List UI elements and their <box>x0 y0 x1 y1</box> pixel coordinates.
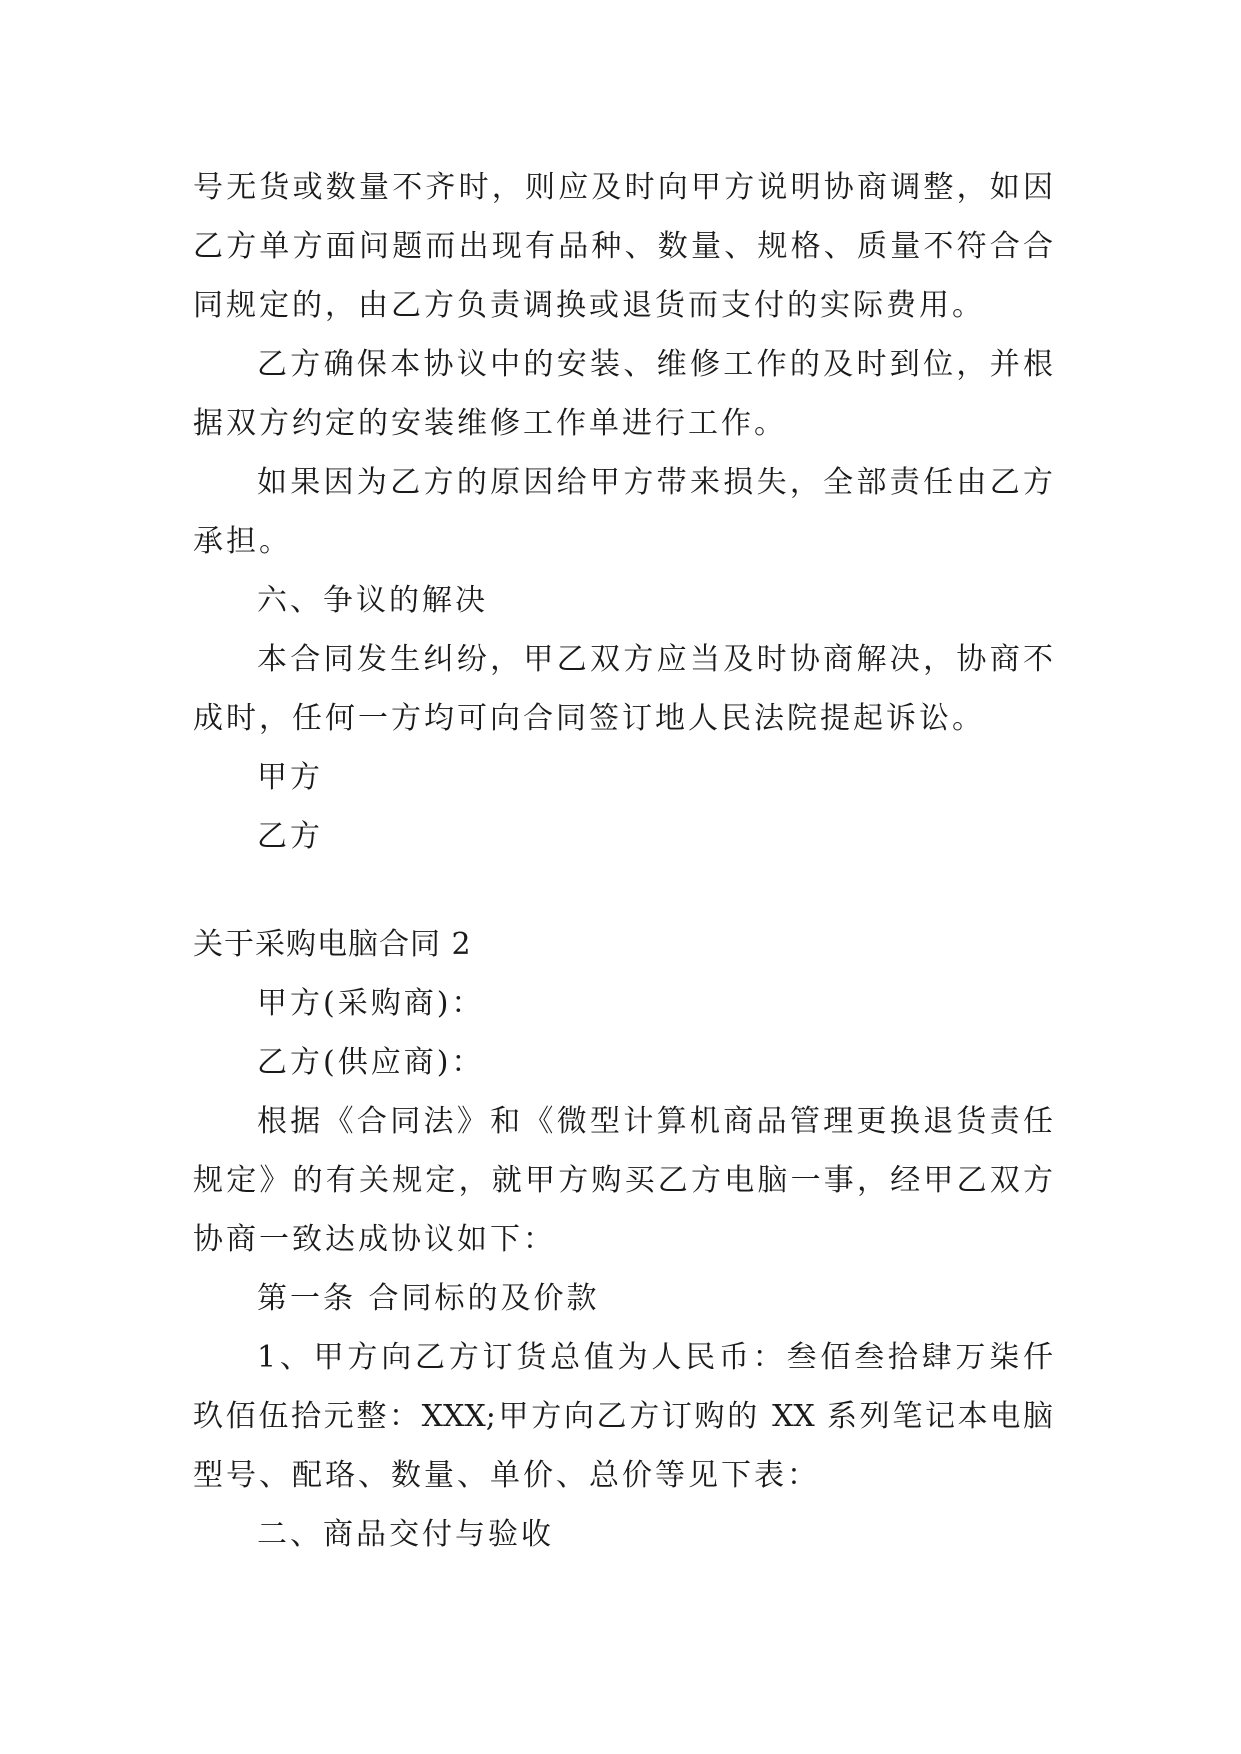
text-line: 同规定的，由乙方负责调换或退货而支付的实际费用。 <box>193 288 985 323</box>
party-b-label: 乙方 <box>257 819 323 854</box>
text-line: 据双方约定的安装维修工作单进行工作。 <box>193 406 787 441</box>
party-a-label: 甲方 <box>257 760 323 795</box>
contract-title: 关于采购电脑合同 2 <box>193 927 472 962</box>
text-line: 乙方确保本协议中的安装、维修工作的及时到位，并根 <box>257 347 1053 382</box>
article-heading: 第一条 合同标的及价款 <box>257 1281 600 1316</box>
text-line: 本合同发生纠纷，甲乙双方应当及时协商解决，协商不 <box>257 642 1053 677</box>
text-line: 成时，任何一方均可向合同签订地人民法院提起诉讼。 <box>193 701 985 736</box>
text-line: 1、甲方向乙方订货总值为人民币：叁佰叁拾肆万柒仟 <box>257 1340 1053 1375</box>
text-line: 规定》的有关规定，就甲方购买乙方电脑一事，经甲乙双方 <box>193 1163 1053 1198</box>
text-line: 玖佰伍拾元整：XXX;甲方向乙方订购的 XX 系列笔记本电脑 <box>193 1399 1053 1434</box>
text-line: 号无货或数量不齐时，则应及时向甲方说明协商调整，如因 <box>193 170 1053 205</box>
text-line: 根据《合同法》和《微型计算机商品管理更换退货责任 <box>257 1104 1053 1139</box>
text-line: 乙方单方面问题而出现有品种、数量、规格、质量不符合合 <box>193 229 1053 264</box>
text-line: 承担。 <box>193 524 292 559</box>
section-heading: 二、商品交付与验收 <box>257 1517 554 1552</box>
party-a-buyer: 甲方(采购商)： <box>257 986 485 1021</box>
text-line: 型号、配珞、数量、单价、总价等见下表： <box>193 1458 820 1493</box>
text-line: 协商一致达成协议如下： <box>193 1222 556 1257</box>
party-b-supplier: 乙方(供应商)： <box>257 1045 485 1080</box>
text-line: 如果因为乙方的原因给甲方带来损失，全部责任由乙方 <box>257 465 1053 500</box>
section-heading: 六、争议的解决 <box>257 583 488 618</box>
